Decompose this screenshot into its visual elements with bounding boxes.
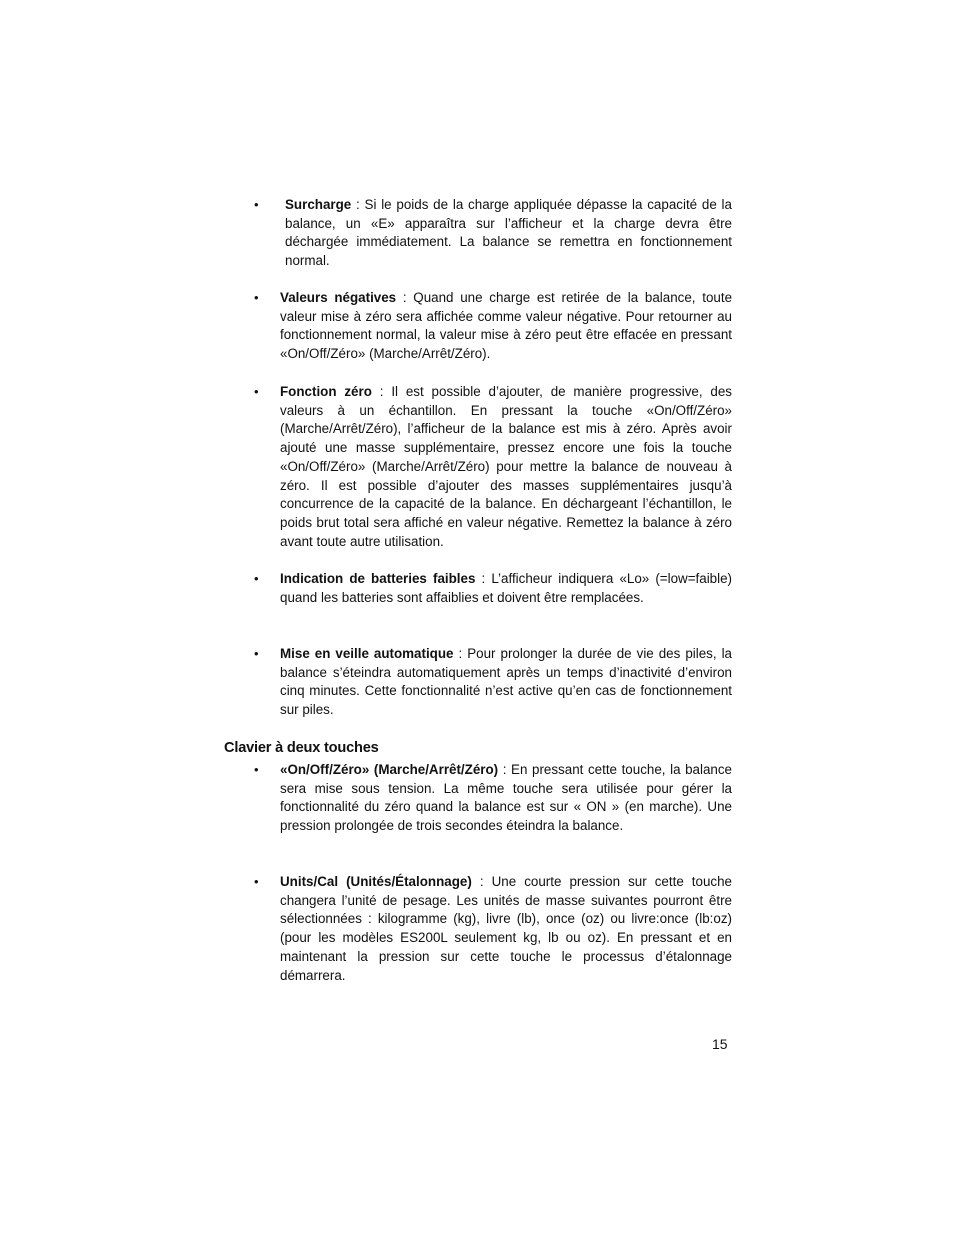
description-units-cal: Une courte pression sur cette touche changera l’unité de pesage. Les unités de masse suivantes pourront être sélectionnées : kilogramme (kg), livre (lb), once (oz) ou livre:once (lb:oz) (pour les modèles ES200L seulement kg, lb ou oz). En pressant et en maintenant la pression sur cette touche le processus d’étalonnage démarrera. <box>280 874 732 983</box>
description-valeurs-negatives: Quand une charge est retirée de la balance, toute valeur mise à zéro sera affichée comme valeur négative. Pour retourner au fonctionnement normal, la valeur mise à zéro peut être effacée en pressant «On/Off/Zéro» (Marche/Arrêt/Zéro). <box>280 290 733 362</box>
term-separator: : <box>471 874 492 889</box>
term-separator: : <box>351 197 365 212</box>
bullet-list-keys <box>252 873 732 985</box>
bullet-icon: • <box>254 571 259 586</box>
description-mise-en-veille: Pour prolonger la durée de vie des piles, la balance s’éteindra automatiquement après un temps d’inactivité d’environ cinq minutes. Cette fonctionnalité n’est active qu’en cas de fonctionnement sur piles. <box>280 646 732 718</box>
bullet-icon: • <box>254 197 259 212</box>
list-item-fonction-zero <box>252 383 732 551</box>
term-separator: : <box>396 290 414 305</box>
description-fonction-zero: Il est possible d’ajouter, de manière progressive, des valeurs à un échantillon. En pressant la touche «On/Off/Zéro» (Marche/Arrêt/Zéro), l’afficheur de la balance est mis à zéro. Après avoir ajouté une masse supplémentaire, pressez encore une fois la touche «On/Off/Zéro» (Marche/Arrêt/Zéro) pour mettre la balance de nouveau à zéro. Il est possible d’ajouter des masses supplémentaires jusqu’à concurrence de la capacité de la balance. En déchargeant l’échantillon, le poids brut total sera affiché en valeur négative. Remettez la balance à zéro avant toute autre utilisation. <box>280 384 733 549</box>
bullet-list-features <box>252 383 732 551</box>
term-separator: : <box>498 762 512 777</box>
description-batteries-faibles: L’afficheur indiquera «Lo» (=low=faible) quand les batteries sont affaiblies et doivent être remplacées. <box>280 571 732 605</box>
list-item-mise-en-veille <box>252 645 732 720</box>
bullet-icon: • <box>254 874 259 889</box>
bullet-icon: • <box>254 646 259 661</box>
description-surcharge: Si le poids de la charge appliquée dépasse la capacité de la balance, un «E» apparaîtra sur l’afficheur et la charge devra être déchargée immédiatement. La balance se remettra en fonctionnement normal. <box>285 197 732 269</box>
term-separator: : <box>453 646 468 661</box>
bullet-icon: • <box>254 384 259 399</box>
bullet-icon: • <box>254 762 259 777</box>
term-batteries-faibles: Indication de batteries faibles <box>280 571 476 586</box>
page-number: 15 <box>712 1036 728 1052</box>
term-units-cal: Units/Cal (Unités/Étalonnage) <box>280 874 472 889</box>
term-valeurs-negatives: Valeurs négatives <box>280 290 397 305</box>
list-item-batteries-faibles <box>252 570 732 607</box>
description-on-off-zero: En pressant cette touche, la balance sera mise sous tension. La même touche sera utilisée pour gérer la fonctionnalité du zéro quand la balance est sur « ON » (en marche). Une pression prolongée de trois secondes éteindra la balance. <box>280 762 733 834</box>
bullet-list-features <box>252 289 732 364</box>
term-fonction-zero: Fonction zéro <box>280 384 372 399</box>
term-separator: : <box>475 571 492 586</box>
list-item-valeurs-negatives <box>252 289 732 364</box>
bullet-list-features <box>252 570 732 607</box>
term-surcharge: Surcharge <box>285 197 352 212</box>
bullet-list-features <box>252 645 732 720</box>
list-item-surcharge <box>252 196 732 271</box>
bullet-list-features <box>252 196 732 271</box>
term-separator: : <box>371 384 392 399</box>
term-on-off-zero: «On/Off/Zéro» (Marche/Arrêt/Zéro) <box>280 762 499 777</box>
list-item-on-off-zero <box>252 761 732 836</box>
list-item-units-cal <box>252 873 732 985</box>
bullet-icon: • <box>254 290 259 305</box>
section-heading: Clavier à deux touches <box>224 740 379 756</box>
bullet-list-keys <box>252 761 732 836</box>
term-mise-en-veille: Mise en veille automatique <box>280 646 454 661</box>
